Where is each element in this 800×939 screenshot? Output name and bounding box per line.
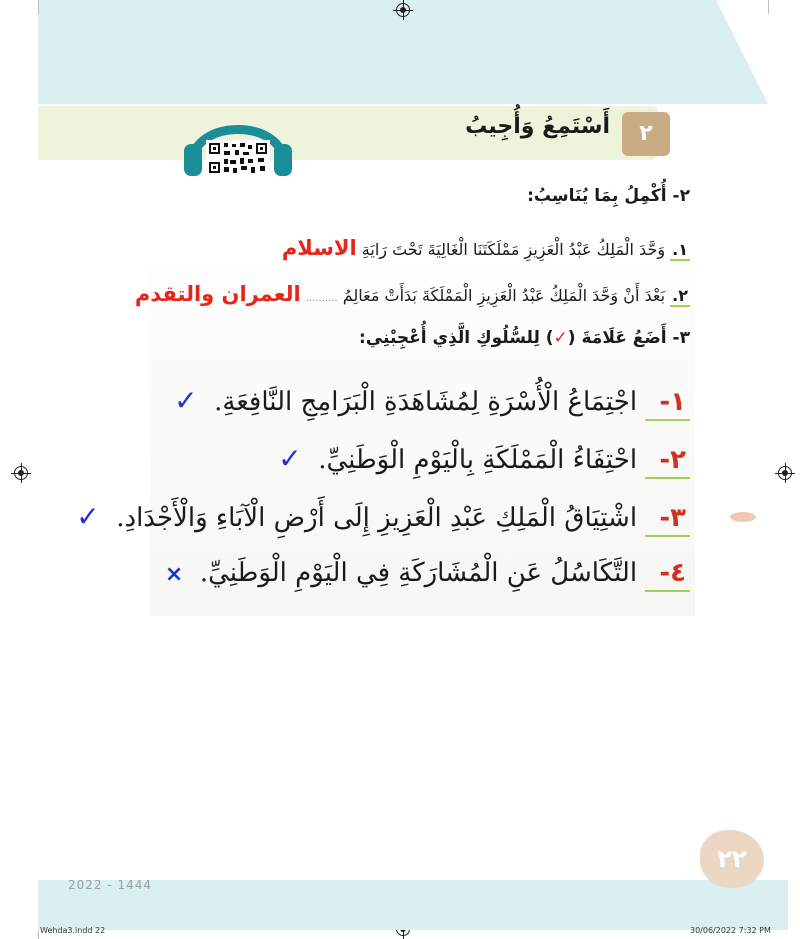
question3-item-3 [76,500,690,533]
question3-item-1 [174,384,690,417]
check-mark-icon: ✓ [553,328,568,348]
trim-line [38,0,39,14]
question2-heading: ٢- أُكْمِلُ بِمَا يُنَاسِبُ: [527,186,690,206]
top-band-fold [716,0,768,104]
item-number: ١. [672,240,688,259]
section-title: أَسْتَمِعُ وَأُجِيبُ [465,114,610,139]
item-text: احْتِفَاءُ الْمَمْلَكَةِ بِالْيَوْمِ الْوَطَنِيِّ. [318,445,638,475]
heading-text: ) لِلسُّلُوكِ الَّذِي أُعْجِبْنِي: [359,328,554,348]
registration-mark-icon [778,466,792,480]
question3-item-2 [278,442,690,475]
item-number: ٤- [645,558,690,592]
trim-line [768,0,769,14]
filled-answer: العمران والتقدم [134,282,301,306]
filled-answer: الاسلام [281,236,357,260]
item-text: اجْتِمَاعُ الْأُسْرَةِ لِمُشَاهَدَةِ الْبَرَامِجِ النَّافِعَةِ. [214,387,638,417]
question2-item-2 [100,282,690,306]
question3-item-4 [164,558,690,588]
decorative-petal [730,512,756,522]
item-text: وَحَّدَ الْمَلِكُ عَبْدُ الْعَزِيزِ مَمْلَكَتَنَا الْغَالِيَةَ تَحْتَ رَايَةِ [361,240,666,259]
check-mark-icon: ✓ [174,384,198,417]
item-number: ٢. [672,286,688,305]
check-mark-icon: ✓ [76,500,100,533]
item-number: ١- [645,387,690,421]
registration-mark-icon [14,466,28,480]
item-number: ٣- [645,503,690,537]
question3-heading [330,328,690,348]
page-number-badge: ٢٢ [700,830,764,888]
item-number: ٢- [645,445,690,479]
item-text: التَّكَاسُلُ عَنِ الْمُشَارَكَةِ فِي الْيَوْمِ الْوَطَنِيِّ. [199,558,638,588]
question2-item-1 [180,236,690,260]
section-number-badge: ٢ [622,112,670,156]
item-text: اشْتِيَاقُ الْمَلِكِ عَبْدِ الْعَزِيزِ إِلَى أَرْضِ الْآبَاءِ وَالْأَجْدَادِ. [116,503,638,533]
headphones-qr-icon[interactable] [180,104,296,176]
edition-year: 2022 - 1444 [68,878,153,892]
item-text: بَعْدَ أَنْ وَحَّدَ الْمَلِكُ عَبْدُ الْعَزِيزِ الْمَمْلَكَةَ بَدَأَتْ مَعَالِمُ [342,286,666,305]
heading-text: ٣- أَضَعُ عَلَامَةَ ( [567,328,690,348]
blank-dots: .......... [305,293,338,304]
cross-mark-icon: × [164,562,184,587]
print-file-label: Wehda3.indd 22 [40,926,106,935]
registration-mark-icon [396,3,410,17]
print-datetime-label: 30/06/2022 7:32 PM [690,926,771,935]
check-mark-icon: ✓ [278,442,302,475]
